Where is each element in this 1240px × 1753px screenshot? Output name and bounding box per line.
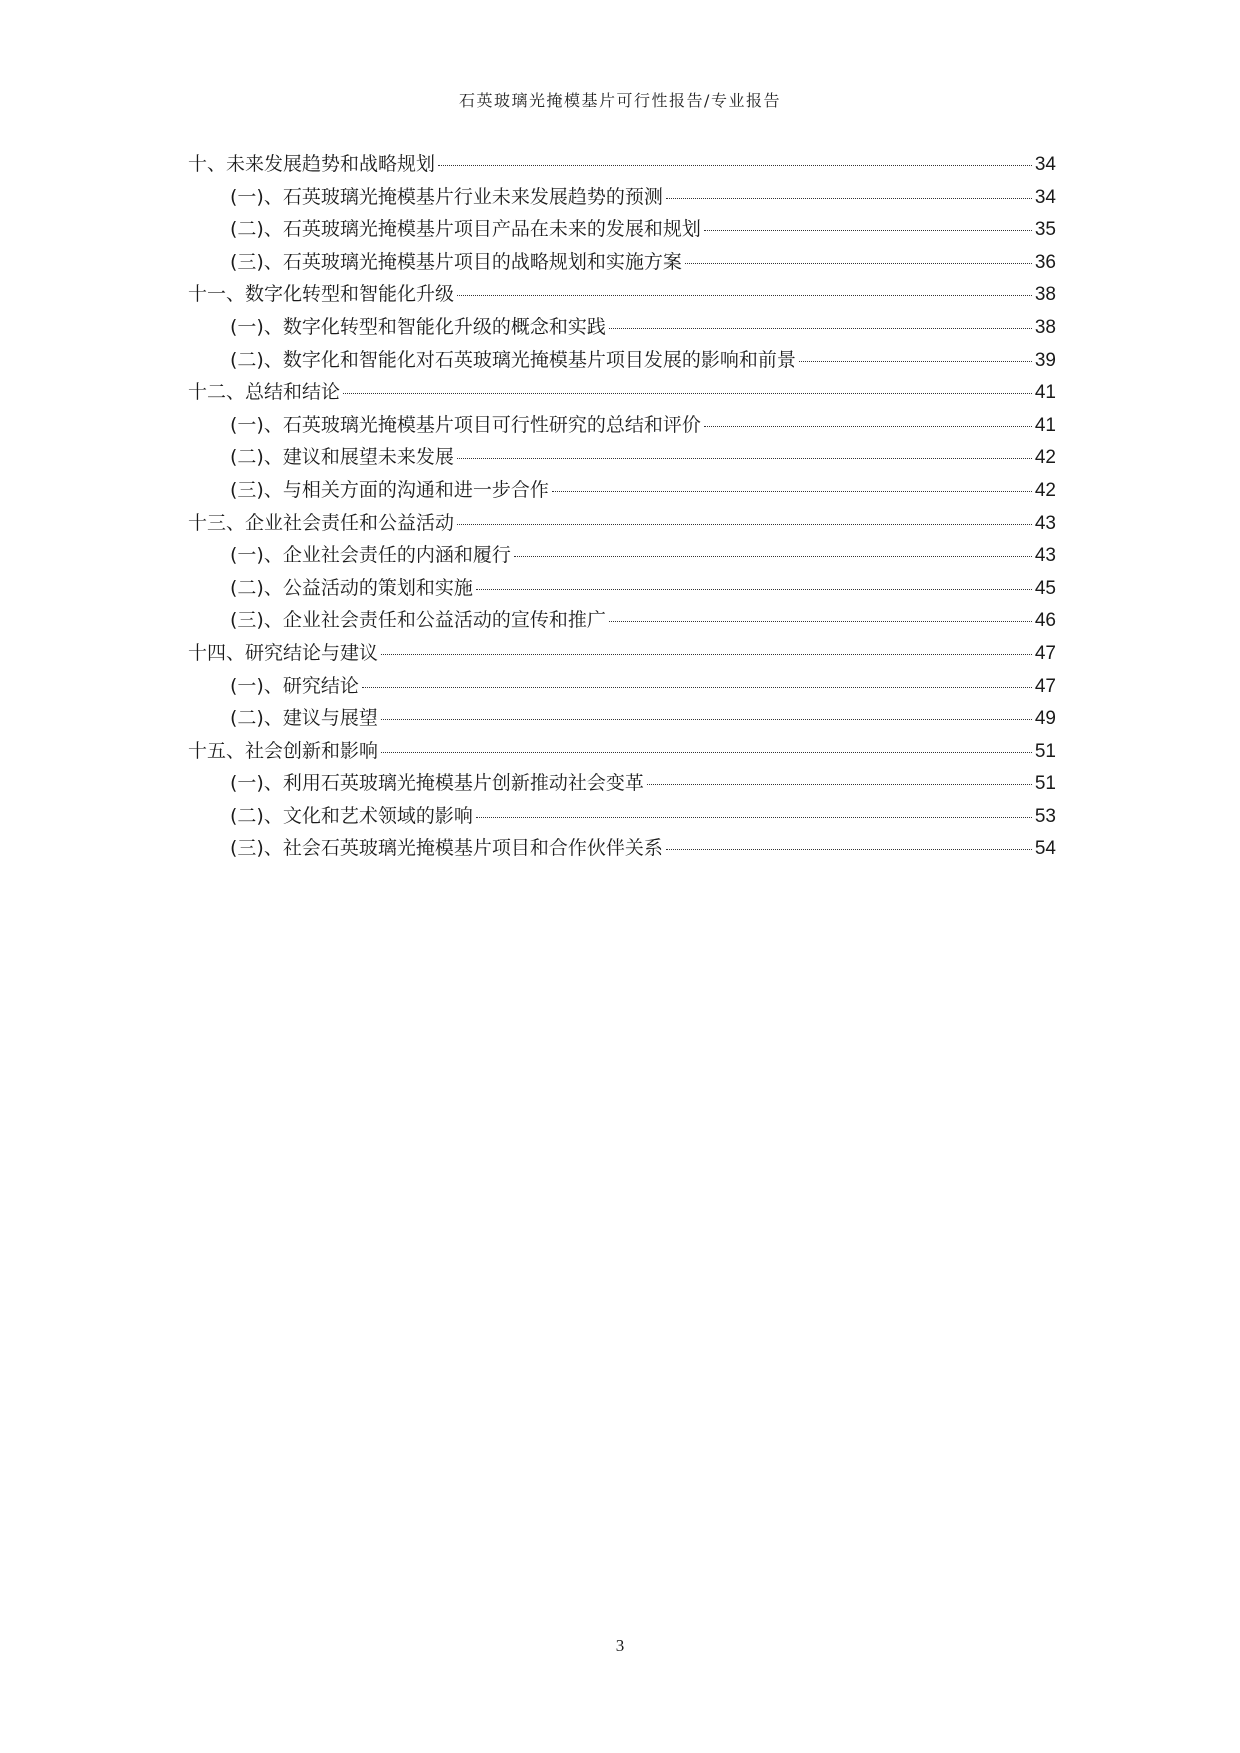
toc-entry-title: (二)、石英玻璃光掩模基片项目产品在未来的发展和规划 xyxy=(230,218,701,241)
toc-entry-title: (一)、石英玻璃光掩模基片项目可行性研究的总结和评价 xyxy=(230,413,701,436)
toc-entry-title: (二)、建议和展望未来发展 xyxy=(230,446,454,469)
toc-entry-title: (一)、数字化转型和智能化升级的概念和实践 xyxy=(230,315,606,338)
toc-dot-leader xyxy=(457,523,1032,525)
page-number: 3 xyxy=(615,1636,625,1655)
toc-entry-page: 43 xyxy=(1034,512,1056,534)
toc-dot-leader xyxy=(457,457,1032,459)
toc-entry-title: 十二、总结和结论 xyxy=(188,381,341,404)
toc-dot-leader xyxy=(704,229,1032,231)
toc-entry-page: 51 xyxy=(1034,740,1056,762)
toc-entry-page: 42 xyxy=(1034,479,1056,501)
toc-entry[interactable] xyxy=(188,213,1056,246)
toc-entry[interactable] xyxy=(188,832,1056,865)
toc-entry-title: (一)、研究结论 xyxy=(230,674,359,697)
toc-dot-leader xyxy=(609,620,1032,622)
toc-dot-leader xyxy=(362,686,1032,688)
toc-dot-leader xyxy=(666,848,1032,850)
toc-entry[interactable] xyxy=(188,278,1056,311)
toc-entry[interactable] xyxy=(188,474,1056,507)
toc-dot-leader xyxy=(514,555,1032,557)
toc-entry[interactable] xyxy=(188,507,1056,540)
toc-entry[interactable] xyxy=(188,148,1056,181)
toc-dot-leader xyxy=(476,816,1032,818)
toc-entry-page: 49 xyxy=(1034,708,1056,730)
toc-entry-page: 54 xyxy=(1034,838,1056,860)
toc-dot-leader xyxy=(438,164,1032,166)
toc-entry-title: 十一、数字化转型和智能化升级 xyxy=(188,283,455,306)
toc-entry-title: 十五、社会创新和影响 xyxy=(188,739,379,762)
toc-entry-page: 47 xyxy=(1034,675,1056,697)
table-of-contents xyxy=(188,148,1056,865)
toc-entry[interactable] xyxy=(188,409,1056,442)
toc-dot-leader xyxy=(799,360,1032,362)
toc-entry-page: 53 xyxy=(1034,805,1056,827)
toc-entry-title: 十、未来发展趋势和战略规划 xyxy=(188,153,436,175)
toc-entry-page: 41 xyxy=(1034,414,1056,436)
toc-entry-page: 45 xyxy=(1034,577,1056,599)
toc-dot-leader xyxy=(647,783,1032,785)
toc-entry-page: 46 xyxy=(1034,610,1056,632)
toc-entry[interactable] xyxy=(188,441,1056,474)
toc-entry-title: (一)、石英玻璃光掩模基片行业未来发展趋势的预测 xyxy=(230,185,663,208)
toc-entry[interactable] xyxy=(188,735,1056,768)
toc-entry-page: 51 xyxy=(1034,773,1056,795)
toc-entry-title: 十三、企业社会责任和公益活动 xyxy=(188,511,455,534)
toc-dot-leader xyxy=(381,653,1032,655)
toc-entry-page: 43 xyxy=(1034,545,1056,567)
toc-entry[interactable] xyxy=(188,800,1056,833)
toc-entry-title: (一)、利用石英玻璃光掩模基片创新推动社会变革 xyxy=(230,772,644,795)
toc-entry[interactable] xyxy=(188,344,1056,377)
toc-entry-title: (三)、企业社会责任和公益活动的宣传和推广 xyxy=(230,609,606,632)
toc-entry-page: 41 xyxy=(1034,382,1056,404)
toc-entry[interactable] xyxy=(188,311,1056,344)
toc-entry-title: (三)、社会石英玻璃光掩模基片项目和合作伙伴关系 xyxy=(230,837,663,860)
toc-entry-page: 35 xyxy=(1034,219,1056,241)
toc-entry[interactable] xyxy=(188,376,1056,409)
toc-entry[interactable] xyxy=(188,181,1056,214)
toc-entry[interactable] xyxy=(188,246,1056,279)
toc-entry-title: (三)、石英玻璃光掩模基片项目的战略规划和实施方案 xyxy=(230,250,682,273)
toc-entry-page: 38 xyxy=(1034,284,1056,306)
toc-entry-title: 十四、研究结论与建议 xyxy=(188,641,379,664)
toc-entry[interactable] xyxy=(188,637,1056,670)
toc-dot-leader xyxy=(457,294,1032,296)
toc-entry-page: 34 xyxy=(1034,154,1056,175)
toc-dot-leader xyxy=(685,262,1032,264)
toc-dot-leader xyxy=(381,751,1032,753)
toc-entry-page: 39 xyxy=(1034,349,1056,371)
page-header-title: 石英玻璃光掩模基片可行性报告/专业报告 xyxy=(459,91,781,110)
toc-entry-page: 42 xyxy=(1034,447,1056,469)
toc-entry-page: 38 xyxy=(1034,316,1056,338)
toc-entry-page: 34 xyxy=(1034,186,1056,208)
toc-entry[interactable] xyxy=(188,702,1056,735)
toc-entry-title: (二)、建议与展望 xyxy=(230,707,378,730)
toc-entry[interactable] xyxy=(188,572,1056,605)
toc-dot-leader xyxy=(343,392,1032,394)
toc-entry-title: (一)、企业社会责任的内涵和履行 xyxy=(230,544,511,567)
toc-dot-leader xyxy=(476,588,1032,590)
toc-entry-title: (二)、数字化和智能化对石英玻璃光掩模基片项目发展的影响和前景 xyxy=(230,348,796,371)
toc-entry-title: (二)、文化和艺术领域的影响 xyxy=(230,804,473,827)
toc-entry-page: 47 xyxy=(1034,642,1056,664)
toc-dot-leader xyxy=(381,718,1032,720)
toc-entry-title: (二)、公益活动的策划和实施 xyxy=(230,576,473,599)
toc-entry[interactable] xyxy=(188,604,1056,637)
toc-entry-title: (三)、与相关方面的沟通和进一步合作 xyxy=(230,478,549,501)
toc-dot-leader xyxy=(609,327,1032,329)
toc-dot-leader xyxy=(552,490,1032,492)
toc-entry-page: 36 xyxy=(1034,251,1056,273)
toc-dot-leader xyxy=(666,197,1032,199)
toc-entry[interactable] xyxy=(188,539,1056,572)
toc-entry[interactable] xyxy=(188,767,1056,800)
toc-dot-leader xyxy=(704,425,1032,427)
toc-entry[interactable] xyxy=(188,670,1056,703)
